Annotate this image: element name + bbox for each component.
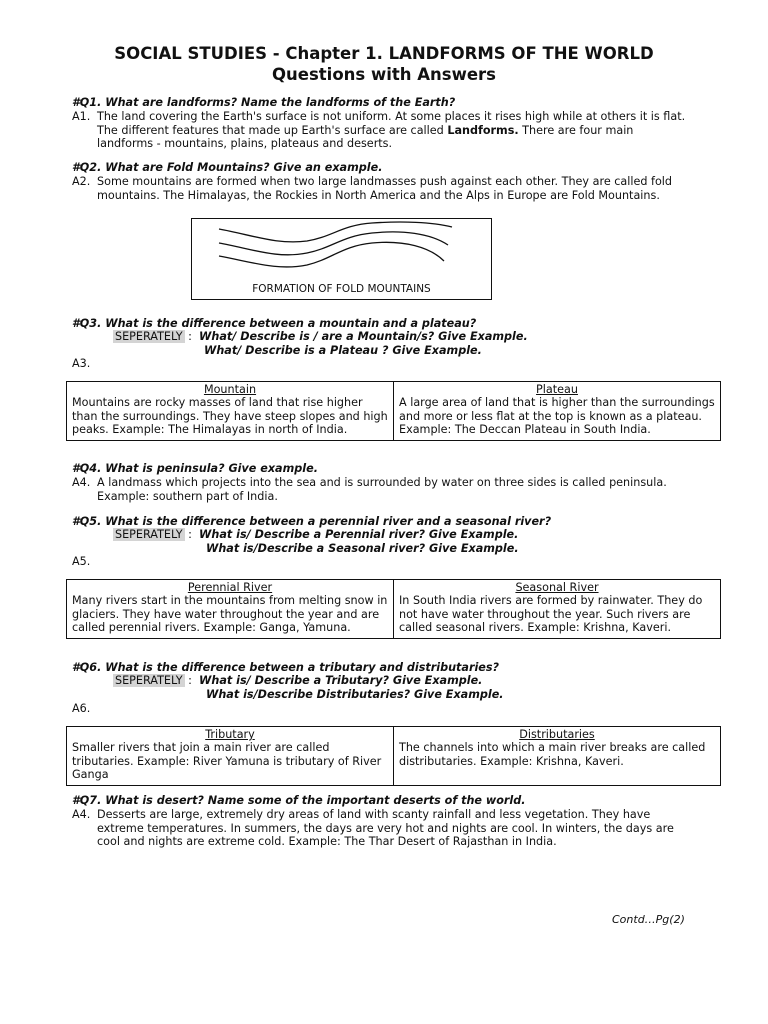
table-cell-mountain: Mountain Mountains are rocky masses of land that rise higher than the surroundings. They have steep slopes and high peaks. Example: The Himalayas in north of India. [67, 382, 394, 441]
mountain-plateau-table [66, 381, 721, 441]
column-header: Perennial River [187, 581, 273, 594]
tributary-table [66, 726, 721, 786]
column-header: Seasonal River [515, 581, 599, 594]
separately-highlight: SEPERATELY [115, 674, 183, 687]
question-1: #Q1. What are landforms? Name the landforms of the Earth? [72, 96, 456, 109]
answer-label: A4. [72, 476, 91, 489]
column-header: Distributaries [519, 728, 595, 741]
answer-7 [72, 808, 722, 849]
separately-line: SEPERATELY : What is/ Describe a Tributary? Give Example. [115, 674, 483, 687]
page-subtitle: Questions with Answers [272, 65, 496, 84]
fold-mountains-figure [191, 218, 492, 300]
question-7: #Q7. What is desert? Name some of the important deserts of the world. [72, 794, 526, 807]
column-header: Plateau [536, 383, 578, 396]
answer-4 [72, 476, 722, 503]
figure-caption: FORMATION OF FOLD MOUNTAINS [252, 283, 431, 295]
table-cell-tributary: Tributary Smaller rivers that join a main river are called tributaries. Example: River Yamuna is tributary of River Ganga [67, 727, 394, 786]
answer-text: The different features that made up Earth's surface are called Landforms. There are four main [97, 123, 634, 137]
answer-text: extreme temperatures. In summers, the days are very hot and nights are cool. In winters, the days are [97, 821, 674, 835]
table-cell-perennial: Perennial River Many rivers start in the mountains from melting snow in glaciers. They have water throughout the year and are called perennial rivers. Example: Ganga, Yamuna. [67, 580, 394, 639]
question-2: #Q2. What are Fold Mountains? Give an example. [72, 161, 383, 174]
landforms-term: Landforms. [447, 123, 519, 137]
answer-label: A2. [72, 175, 91, 188]
continued-note: Contd…Pg(2) [612, 913, 685, 926]
question-4: #Q4. What is peninsula? Give example. [72, 462, 318, 475]
answer-text: The land covering the Earth's surface is not uniform. At some places it rises high while at others it is flat. [97, 110, 686, 123]
answer-text: landforms - mountains, plains, plateaus and deserts. [97, 137, 393, 150]
answer-2 [72, 175, 722, 202]
answer-text: cool and nights are extreme cold. Example: The Thar Desert of Rajasthan in India. [97, 835, 557, 848]
answer-text: A landmass which projects into the sea and is surrounded by water on three sides is called peninsula. [97, 476, 667, 489]
answer-text: mountains. The Himalayas, the Rockies in North America and the Alps in Europe are Fold Mountains. [97, 188, 660, 202]
question-3: #Q3. What is the difference between a mountain and a plateau? [72, 317, 477, 330]
question-6: #Q6. What is the difference between a tributary and distributaries? [72, 661, 500, 674]
river-table [66, 579, 721, 639]
page-title: SOCIAL STUDIES - Chapter 1. LANDFORMS OF THE WORLD [114, 44, 654, 63]
sub-question: What/ Describe is a Plateau ? Give Example. [204, 344, 482, 357]
answer-label: A5. [72, 555, 91, 568]
fold-lines-illustration [192, 219, 491, 283]
answer-label: A3. [72, 357, 91, 370]
answer-text: Some mountains are formed when two large landmasses push against each other. They are called fold [97, 175, 673, 188]
sub-question: What is/ Describe a Perennial river? Give Example. [199, 528, 519, 541]
answer-text: Desserts are large, extremely dry areas of land with scanty rainfall and less vegetation. They have [97, 808, 651, 821]
sub-question: What is/ Describe a Tributary? Give Example. [199, 674, 483, 687]
answer-label: A4. [72, 808, 91, 821]
sub-question: What is/Describe a Seasonal river? Give Example. [206, 542, 519, 555]
question-5: #Q5. What is the difference between a perennial river and a seasonal river? [72, 515, 552, 528]
separately-line: SEPERATELY : What/ Describe is / are a Mountain/s? Give Example. [115, 330, 528, 343]
answer-text: Example: southern part of India. [97, 489, 278, 503]
column-header: Mountain [203, 383, 257, 396]
separately-highlight: SEPERATELY [115, 330, 183, 343]
answer-1 [72, 110, 722, 151]
separately-highlight: SEPERATELY [115, 528, 183, 541]
table-cell-seasonal: Seasonal River In South India rivers are formed by rainwater. They do not have water throughout the year. Such rivers are called seasonal rivers. Example: Krishna, Kaveri. [394, 580, 721, 639]
sub-question: What/ Describe is / are a Mountain/s? Give Example. [199, 330, 528, 343]
sub-question: What is/Describe Distributaries? Give Example. [206, 688, 504, 701]
separately-line: SEPERATELY : What is/ Describe a Perennial river? Give Example. [115, 528, 519, 541]
answer-label: A6. [72, 702, 91, 715]
answer-label: A1. [72, 110, 91, 123]
table-cell-plateau: Plateau A large area of land that is higher than the surroundings and more or less flat at the top is known as a plateau. Example: The Deccan Plateau in South India. [394, 382, 721, 441]
column-header: Tributary [205, 728, 255, 741]
table-cell-distributaries: Distributaries The channels into which a main river breaks are called distributaries. Example: Krishna, Kaveri. [394, 727, 721, 786]
